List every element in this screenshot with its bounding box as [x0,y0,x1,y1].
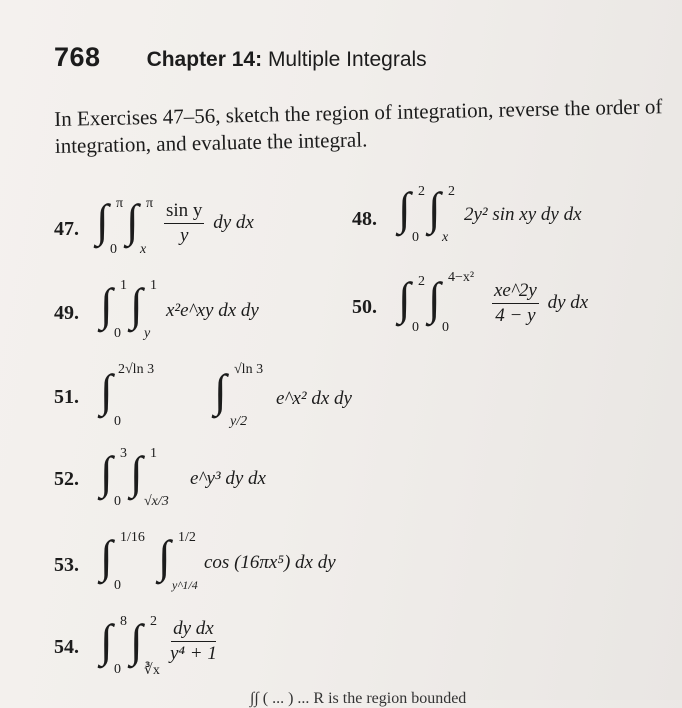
inner-integral-sign: ∫ [130,447,143,498]
cut-off-footer-text: ∫∫ ( ... ) ... R is the region bounded [250,690,467,707]
outer-integral-sign: ∫ [100,531,113,582]
outer-integral-sign: ∫ [100,279,113,330]
differentials: dy dx [547,291,589,313]
outer-integral-sign: ∫ [100,447,113,498]
exercise-51 [54,362,374,442]
chapter-label: Chapter 14: [146,48,263,71]
inner-lower-limit: x [442,230,449,245]
exercise-number: 54. [54,636,79,658]
outer-lower-limit: 0 [114,494,121,509]
inner-lower-limit: ∛x [144,663,160,678]
exercise-number: 52. [54,468,79,490]
inner-lower-limit: √x/3 [144,494,169,509]
exercise-53 [54,530,384,610]
inner-lower-limit: 0 [442,320,449,335]
inner-lower-limit: y/2 [230,414,248,429]
exercise-number: 47. [54,218,79,240]
exercise-number: 51. [54,386,79,408]
outer-integral-sign: ∫ [398,183,411,234]
integrand: x²e^xy dx dy [166,300,259,321]
differentials: dy dx [213,211,254,233]
integrand-denominator: 4 − y [495,305,536,326]
integrand-denominator: y⁴ + 1 [170,643,217,664]
exercise-instructions: In Exercises 47–56, sketch the region of integration, reverse the order of integration, and evaluate the integral. [54,94,663,158]
exercise-48 [352,183,672,256]
inner-lower-limit: y [144,326,151,341]
inner-upper-limit: 1/2 [178,530,196,545]
inner-upper-limit: 4−x² [448,270,475,285]
chapter-title: Multiple Integrals [267,48,427,71]
outer-upper-limit: 1/16 [120,530,145,545]
integrand-fraction [492,280,539,327]
outer-upper-limit: 3 [120,446,127,461]
page-header [54,42,427,73]
outer-integral-sign: ∫ [96,195,109,246]
inner-integral-sign: ∫ [130,615,143,666]
inner-integral-sign: ∫ [158,531,171,582]
outer-lower-limit: 0 [114,414,121,429]
integrand-denominator: y [180,225,189,246]
outer-upper-limit: 8 [120,614,127,629]
outer-lower-limit: 0 [110,242,117,257]
exercise-number: 48. [352,208,377,230]
page-number: 768 [54,42,101,72]
outer-lower-limit: 0 [114,662,121,677]
inner-integral-sign: ∫ [428,183,441,234]
outer-upper-limit: 2 [418,184,425,199]
outer-lower-limit: 0 [114,578,121,593]
integrand-numerator: sin y [164,200,204,224]
outer-integral-sign: ∫ [100,615,113,666]
inner-integral-sign: ∫ [428,273,441,324]
exercise-50 [352,272,672,348]
integrand-fraction [170,618,217,665]
inner-upper-limit: 1 [150,446,157,461]
outer-lower-limit: 0 [114,326,121,341]
inner-integral-sign: ∫ [130,279,143,330]
outer-lower-limit: 0 [412,320,419,335]
integrand [166,618,221,665]
exercise-number: 53. [54,554,79,576]
inner-lower-limit: x [140,242,147,257]
integrand [488,280,588,327]
outer-upper-limit: 2√ln 3 [118,362,155,377]
integrand: 2y² sin xy dy dx [464,204,582,225]
outer-lower-limit: 0 [412,230,419,245]
exercise-number: 49. [54,302,79,324]
inner-upper-limit: √ln 3 [234,362,264,377]
outer-upper-limit: 1 [120,278,127,293]
inner-integral-sign: ∫ [214,365,227,416]
inner-upper-limit: 2 [150,614,157,629]
integrand [160,200,254,247]
inner-upper-limit: π [146,196,154,211]
outer-upper-limit: 2 [418,274,425,289]
outer-upper-limit: π [116,196,124,211]
integrand: e^y³ dy dx [190,468,266,489]
exercise-52 [54,446,354,526]
exercise-47 [54,196,354,266]
outer-integral-sign: ∫ [100,365,113,416]
inner-upper-limit: 1 [150,278,157,293]
inner-lower-limit: y^1/4 [172,578,198,592]
exercise-number: 50. [352,296,377,318]
outer-integral-sign: ∫ [398,273,411,324]
inner-upper-limit: 2 [448,184,455,199]
integrand: e^x² dx dy [276,388,352,409]
exercise-49 [54,278,354,352]
integrand-numerator: dy dx [171,618,216,642]
integrand: cos (16πx⁵) dx dy [204,552,336,573]
chapter-heading [147,48,427,72]
exercise-54 [54,612,354,692]
integrand-numerator: xe^2y [492,280,539,304]
inner-integral-sign: ∫ [126,195,139,246]
integrand-fraction [164,200,204,247]
